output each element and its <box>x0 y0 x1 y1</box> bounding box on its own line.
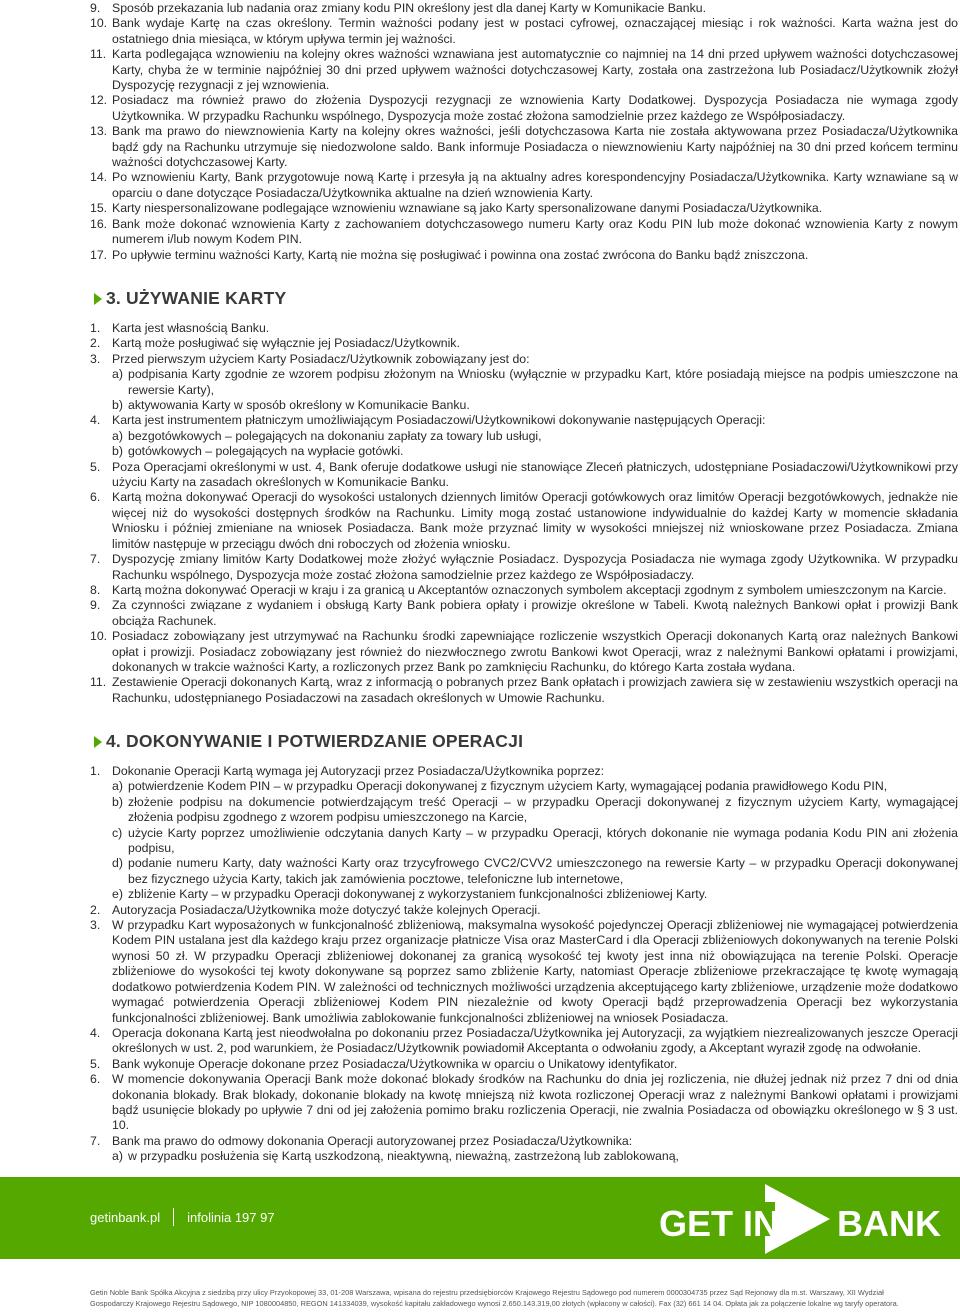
sub-item-text: potwierdzenie Kodem PIN – w przypadku Operacji dokonywanej z fizycznym użyciem Karty, wymagającej podania prawidłowego Kodu PIN, <box>128 779 888 794</box>
legal-notice <box>90 1287 956 1309</box>
item-number: 4. <box>90 413 101 428</box>
item-number: 1. <box>90 764 101 778</box>
sub-item-letter: b) <box>112 444 123 459</box>
sub-item <box>112 779 958 794</box>
item-text: Sposób przekazania lub nadania oraz zmiany kodu PIN określony jest dla danej Karty w Komunikacie Banku. <box>112 1 706 15</box>
list-item <box>90 47 958 93</box>
item-text: Posiadacz zobowiązany jest utrzymywać na Rachunku środki zapewniające rozliczenie wszystkich Operacji dokonanych Kartą oraz należnych Bankowi opłat i prowizji. Posiadacz zobowiązany jest również do niezwłocznego zwrotu Bankowi kwot Operacji, wraz z należnymi Bankowi opłatami i prowizjami, dokonanych w trakcie ważności Karty, a rozliczonych przez Bank po zamknięciu Rachunku, do którego Karta została wydana. <box>112 629 958 674</box>
list-item <box>90 1026 958 1057</box>
item-text: Bank wykonuje Operacje dokonane przez Posiadacza/Użytkownika w oparciu o Unikatowy identyfikator. <box>112 1056 678 1071</box>
list-item <box>90 1072 958 1134</box>
item-number: 3. <box>90 918 101 933</box>
item-number: 8. <box>90 582 101 597</box>
item-text: Przed pierwszym użyciem Karty Posiadacz/Użytkownik zobowiązany jest do: <box>112 351 530 366</box>
section-4-title: 4. DOKONYWANIE I POTWIERDZANIE OPERACJI <box>106 731 524 751</box>
sub-item <box>112 429 958 444</box>
list-item <box>90 583 958 598</box>
sub-item-text: aktywowania Karty w sposób określony w Komunikacie Banku. <box>128 398 470 413</box>
item-text: Kartą może posługiwać się wyłącznie jej Posiadacz/Użytkownik. <box>112 336 460 351</box>
list-item <box>90 93 958 124</box>
list-item <box>90 918 958 1026</box>
item-number: 2. <box>90 336 101 351</box>
item-number: 2. <box>90 902 101 917</box>
sub-item-text: gotówkowych – polegających na wypłacie gotówki. <box>128 444 404 459</box>
sub-item-letter: a) <box>112 428 123 443</box>
sub-item-letter: a) <box>112 779 123 794</box>
item-number: 6. <box>90 1072 101 1087</box>
item-number: 5. <box>90 459 101 474</box>
item-text: Dyspozycję zmiany limitów Karty Dodatkowej może złożyć wyłącznie Posiadacz. Dyspozycja Posiadacza nie wymaga zgody Użytkownika. W przypadku Rachunku wspólnego, Dyspozycja może zostać złożona samodzielnie przez każdego ze Współposiadaczy. <box>112 552 958 582</box>
item-text: W przypadku Kart wyposażonych w funkcjonalność zbliżeniową, maksymalna wysokość pojedynczej Operacji zbliżeniowej nie wymagającej potwierdzenia Kodem PIN ustalana jest dla każdego kraju przez organizacje płatnicze Visa oraz MasterCard i dla Operacji zbliżeniowych dokonywanych na terenie Polski wynosi 50 zł. W przypadku Operacji zbliżeniowej dokonanej za granicą wysokość tej kwoty jest inna niż obowiązująca na terenie Polski. Operacje zbliżeniowe do wysokości tej kwoty dokonywane są poprzez samo zbliżenie Karty, natomiast Operacje zbliżeniowe przekraczające tę kwotę wymagają dodatkowo potwierdzenia Kodem PIN. W zależności od technicznych możliwości urządzenia akceptującego karty zbliżeniowe, urządzenie może dodatkowo wymagać potwierdzenia Operacji zbliżeniowej Kodem PIN niezależnie od kwoty Operacji bądź przeprowadzenia Operacji bez wykorzystania funkcjonalności zbliżeniowej. Bank umożliwia zablokowanie funkcjonalności zbliżeniowej na wniosek Posiadacza. <box>112 918 958 1025</box>
sub-item-text: bezgotówkowych – polegających na dokonaniu zapłaty za towary lub usługi, <box>128 428 542 443</box>
list-item <box>90 352 958 367</box>
item-text: Karta jest własnością Banku. <box>112 321 270 335</box>
item-text: Po upływie terminu ważności Karty, Kartą nie można się posługiwać i powinna ona zostać zwrócona do Banku bądź zniszczona. <box>112 247 809 262</box>
sub-item-letter: a) <box>112 367 123 382</box>
list-item <box>90 170 958 201</box>
list-item <box>90 764 958 779</box>
list-item <box>90 413 958 428</box>
triangle-bullet-icon <box>94 736 102 748</box>
list-item <box>90 16 958 47</box>
sub-item-text: podpisania Karty zgodnie ze wzorem podpisu złożonym na Wniosku (wyłącznie w przypadku Kart, które posiadają miejsce na podpis umieszczone na rewersie Karty), <box>128 367 958 397</box>
list-item <box>90 903 958 918</box>
sub-item <box>112 826 958 857</box>
item-number: 3. <box>90 351 101 366</box>
section-3-heading <box>94 288 958 309</box>
item-number: 7. <box>90 552 101 567</box>
list-item <box>90 217 958 248</box>
website-link[interactable]: getinbank.pl <box>90 1209 161 1225</box>
item-text: Bank może dokonać wznowienia Karty z zachowaniem dotychczasowego numeru Karty oraz Kodu PIN lub może dokonać wznowienia Karty z nowym numerem i/lub nowym Kodem PIN. <box>112 216 958 247</box>
list-item <box>90 552 958 583</box>
list-item <box>90 336 958 351</box>
footer-links <box>90 1208 275 1226</box>
sub-item <box>112 856 958 887</box>
sub-item-text: zbliżenie Karty – w przypadku Operacji dokonywanej z wykorzystaniem funkcjonalności zbliżeniowej Karty. <box>128 887 708 902</box>
list-item <box>90 675 958 706</box>
sub-item-letter: c) <box>112 825 123 840</box>
section-3-title: 3. UŻYWANIE KARTY <box>106 288 287 308</box>
section-3-list <box>90 321 958 706</box>
hotline-text: infolinia 197 97 <box>187 1209 275 1225</box>
item-number: 13. <box>90 124 108 139</box>
legal-line-1: Getin Noble Bank Spółka Akcyjna z siedzibą przy ulicy Przyokopowej 33, 01-208 Warszawa, wpisana do rejestru przedsiębiorców Krajowego Rejestru Sądowego pod numerem 0000304735 przez Sąd Rejonowy dla m.st. Warszawy, XII Wydział <box>90 1288 884 1297</box>
sub-item <box>112 444 958 459</box>
item-number: 6. <box>90 490 101 505</box>
item-text: Kartą można dokonywać Operacji do wysokości ustalonych dziennych limitów Operacji gotówkowych oraz limitów Operacji bezgotówkowych, jednakże nie więcej niż do wysokości dostępnych środków na Rachunku. Limity mogą zostać ustanowione indywidualnie do każdej Karty w momencie składania Wniosku i później zmieniane na wniosek Posiadacza. Bank może przyznać limity w wysokości mniejszej niż wnioskowane przez Posiadacza. Zmiana limitów następuje w przeciągu dwóch dni roboczych od złożenia wniosku. <box>112 490 958 551</box>
item-text: Po wznowieniu Karty, Bank przygotowuje nową Kartę i przesyła ją na aktualny adres korespondencyjny Posiadacza/Użytkownika. Karty wznawiane są w oparciu o dane dotyczące Posiadacza/Użytkownika aktualne na dzień wznowienia Karty. <box>112 170 958 200</box>
sub-item <box>112 795 958 826</box>
sub-item-letter: b) <box>112 398 123 413</box>
item-text: Posiadacz ma również prawo do złożenia Dyspozycji rezygnacji ze wznowienia Karty Dodatkowej. Dyspozycja Posiadacza nie wymaga zgody Użytkownika. W przypadku Rachunku wspólnego, Dyspozycja może zostać złożona samodzielnie przez każdego ze Współposiadaczy. <box>112 93 958 123</box>
item-text: Poza Operacjami określonymi w ust. 4, Bank oferuje dodatkowe usługi nie stanowiące Zleceń płatniczych, udostępniane Posiadaczowi/Użytkownikowi przy użyciu Karty na zasadach określonych w Komunikacie Banku. <box>112 459 958 490</box>
section-4-heading <box>94 731 958 752</box>
sub-item <box>112 1149 958 1164</box>
item-number: 17. <box>90 247 108 262</box>
item-number: 10. <box>90 629 108 644</box>
item-number: 11. <box>90 47 107 62</box>
sub-item <box>112 887 958 902</box>
sub-item <box>112 398 958 413</box>
list-item <box>90 1057 958 1072</box>
item-number: 4. <box>90 1025 101 1040</box>
sub-item-text: użycie Karty poprzez umożliwienie odczytania danych Karty – w przypadku Operacji, których dokonanie nie wymaga podania Kodu PIN ani złożenia podpisu, <box>128 825 958 856</box>
footer-divider <box>173 1208 174 1226</box>
sub-item <box>112 367 958 398</box>
item-text: Karta jest instrumentem płatniczym umożliwiającym Posiadaczowi/Użytkownikowi dokonywanie następujących Operacji: <box>112 413 766 428</box>
item-number: 9. <box>90 598 101 613</box>
sub-item-text: złożenie podpisu na dokumencie potwierdzającym treść Operacji – w przypadku Operacji dokonywanej z fizycznym użyciem Karty, wymagającej złożenia podpisu zgodnego z wzorem podpisu umieszczonego na Karcie, <box>128 794 958 825</box>
item-number: 1. <box>90 321 101 335</box>
item-number: 14. <box>90 170 108 185</box>
item-text: Bank ma prawo do odmowy dokonania Operacji autoryzowanej przez Posiadacza/Użytkownika: <box>112 1133 633 1148</box>
item-number: 9. <box>90 1 101 15</box>
list-item <box>90 1 958 16</box>
sub-item-text: w przypadku posłużenia się Kartą uszkodzoną, nieaktywną, nieważną, zastrzeżoną lub zablokowaną, <box>128 1149 679 1164</box>
sub-item-letter: e) <box>112 887 123 902</box>
list-item <box>90 460 958 491</box>
item-number: 15. <box>90 201 108 216</box>
logo-text-left: GET IN <box>659 1203 780 1244</box>
list-item <box>90 321 958 336</box>
sub-item-letter: b) <box>112 794 123 809</box>
item-number: 7. <box>90 1133 101 1148</box>
list-item <box>90 201 958 216</box>
list-item <box>90 598 958 629</box>
top-list <box>90 1 958 263</box>
item-number: 12. <box>90 93 108 108</box>
section-3 <box>90 288 958 706</box>
list-item <box>90 629 958 675</box>
item-text: Karta podlegająca wznowieniu na kolejny okres ważności wznawiana jest automatycznie co najmniej na 14 dni przed upływem ważności dotychczasowej Karty, chyba że w terminie najpóźniej 30 dni przed upływem ważności dotychczasowej Karty, została ona zastrzeżona lub Posiadacz/Użytkownik złożył Dyspozycję rezygnacji z jej wznowienia. <box>112 47 958 93</box>
item-number: 5. <box>90 1056 101 1071</box>
item-text: Autoryzacja Posiadacza/Użytkownika może dotyczyć także kolejnych Operacji. <box>112 902 541 917</box>
item-text: Karty niespersonalizowane podlegające wznowieniu wznawiane są jako Karty spersonalizowane danymi Posiadacza/Użytkownika. <box>112 201 823 216</box>
item-text: Zestawienie Operacji dokonanych Kartą, wraz z informacją o pobranych przez Bank opłatach i prowizjach zawiera się w zestawieniu wszystkich operacji na Rachunku, udostępnianego Posiadaczowi na zasadach określonych w Umowie Rachunku. <box>112 675 958 705</box>
item-text: Za czynności związane z wydaniem i obsługą Karty Bank pobiera opłaty i prowizje określone w Tabeli. Kwotą należnych Bankowi opłat i prowizji Bank obciąża Rachunek. <box>112 598 958 628</box>
legal-line-2: Gospodarczy Krajowego Rejestru Sądowego, NIP 1080004850, REGON 141334039, wysokość kapitału zakładowego wynosi 2.650.143.319,00 złotych (wpłacony w całości). Fax (32) 661 14 04. Opłata jak za połączenie lokalne wg taryfy operatora. <box>90 1299 899 1308</box>
item-text: Dokonanie Operacji Kartą wymaga jej Autoryzacji przez Posiadacza/Użytkownika poprzez: <box>112 764 605 778</box>
item-text: Bank wydaje Kartę na czas określony. Termin ważności podany jest w postaci cyfrowej, oznaczającej miesiąc i rok ważności. Karta ważna jest do ostatniego dnia miesiąca, w którym upływa termin jej ważności. <box>112 16 958 46</box>
sub-item-text: podanie numeru Karty, daty ważności Karty oraz trzycyfrowego CVC2/CVV2 umieszczonego na rewersie Karty – w przypadku Operacji dokonywanej bez fizycznego użycia Karty, takich jak zamówienia pocztowe, telefoniczne lub internetowe, <box>128 856 958 886</box>
getin-bank-logo <box>655 1184 945 1259</box>
logo-text-right: BANK <box>837 1203 941 1244</box>
item-text: Bank ma prawo do niewznowienia Karty na kolejny okres ważności, jeśli dotychczasowa Karta nie została aktywowana przez Posiadacza/Użytkownika bądź gdy na Rachunku utrzymuje się niedozwolone saldo. Bank informuje Posiadacza o niewznowieniu Karty najpóźniej na 30 dni przed końcem terminu ważności dotychczasowej Karty. <box>112 124 958 170</box>
item-text: Operacja dokonana Kartą jest nieodwołalna po dokonaniu przez Posiadacza/Użytkownika jej Autoryzacji, za wyjątkiem niezrealizowanych jeszcze Operacji określonych w ust. 2, pod warunkiem, że Posiadacz/Użytkownik powiadomił Akceptanta o odwołaniu zgody, a Akceptant wyraził zgodę na odwołanie. <box>112 1025 958 1056</box>
list-item <box>90 1134 958 1149</box>
sub-item-letter: d) <box>112 856 123 871</box>
item-number: 11. <box>90 675 107 690</box>
sub-item-letter: a) <box>112 1149 123 1164</box>
section-4 <box>90 731 958 1165</box>
item-text: Kartą można dokonywać Operacji w kraju i za granicą u Akceptantów oznaczonych symbolem akceptacji zgodnym z symbolem umieszczonym na Karcie. <box>112 582 947 597</box>
section-4-list <box>90 764 958 1165</box>
item-number: 16. <box>90 216 108 231</box>
list-item <box>90 248 958 263</box>
item-number: 10. <box>90 16 108 31</box>
item-text: W momencie dokonywania Operacji Bank może dokonać blokady środków na Rachunku do dnia jej rozliczenia, nie dłużej jednak niż przez 7 dni od dnia dokonania blokady. Brak blokady, dokonanie blokady na kwotę mniejszą niż kwota rozliczonej Operacji wraz z należnymi Bankowi opłatami i prowizjami bądź usunięcie blokady po upływie 7 dni od jej założenia pomimo braku rozliczenia Operacji, nie zwalnia Posiadacza od obowiązku określonego w § 3 ust. 10. <box>112 1072 958 1133</box>
list-item <box>90 124 958 170</box>
list-item <box>90 490 958 552</box>
triangle-bullet-icon <box>94 293 102 305</box>
